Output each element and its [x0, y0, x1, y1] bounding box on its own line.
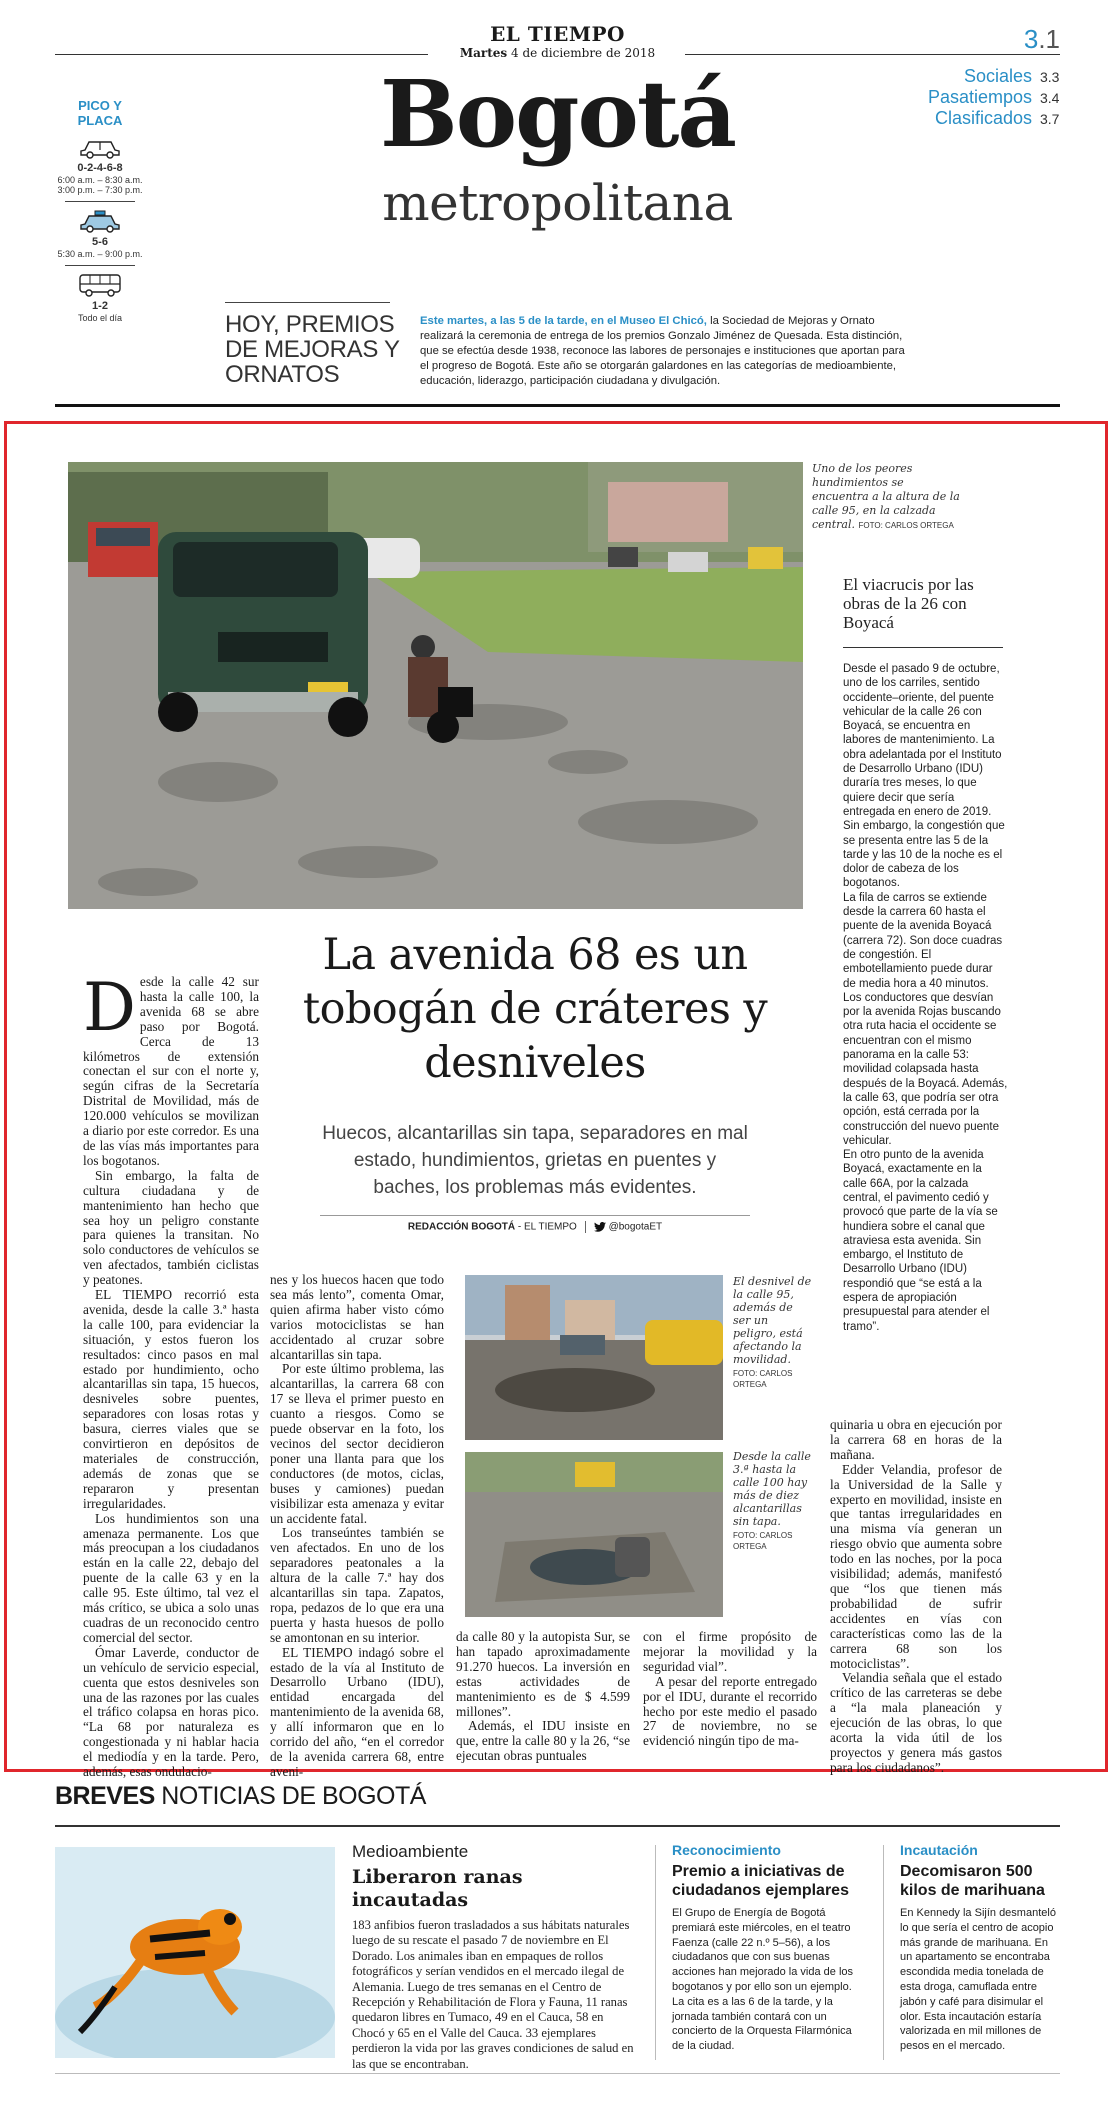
- brief-body: El Grupo de Energía de Bogotá premiará este miércoles, en el teatro Faenza (calle 22 n.º 5–56), a los ciudadanos que con sus buenas acciones han mejorado la vida de los bogotanos y por ello son un ejemplo. La cita es a las 6 de la tarde, y la jornada también contará con un concierto de la Orquesta Filarmónica de la ciudad.: [672, 1907, 854, 2053]
- date-day: Martes: [459, 46, 508, 60]
- divider: [685, 54, 1060, 55]
- pyp-block-bus: [55, 272, 145, 323]
- street-photo-alcantarilla: [465, 1452, 723, 1617]
- hours-bus: Todo el día: [77, 313, 123, 323]
- brief-title: Liberaron ranas incautadas: [352, 1866, 523, 1911]
- pothole-photo: [465, 1275, 723, 1440]
- car-icon: [77, 134, 123, 160]
- plates-car: 0-2-4-6-8: [77, 162, 123, 174]
- brief-kicker: Incautación: [900, 1842, 978, 1858]
- pico-y-placa-title: PICO Y PLACA: [77, 98, 123, 128]
- sidebar-paragraph: La fila de carros se extiende desde la carrera 60 hasta el puente de la avenida Boyacá (carrera 72). Son doce cuadras de congestión. El embotellamiento puede durar de media hora a 40 minutos. Los conductores que desvían por la avenida Rojas buscando otra ruta hacia el occidente se encuentran con el mismo panorama en la calle 53: movilidad colapsada hasta después de la Boyacá. Además, la calle 63, que podría ser otra opción, está cerrada por la construcción del nuevo puente vehicular.: [843, 891, 1008, 1147]
- article-paragraph: Edder Velandia, profesor de la Universidad de la Salle y experto en movilidad, insiste en que tantas irregularidades en una misma vía generan un riesgo obvio que aumenta sobre todo en las noches, por la poca visibilidad; además, manifestó que “los que tienen más probabilidad de sufrir accidentes en vías con características como las de la carrera 68 son los motociclistas”.: [830, 1461, 1002, 1671]
- article-paragraph: nes y los huecos hacen que todo sea más lento”, comenta Omar, quien afirma haber visto cómo varios motociclistas se han accidentado al cruzar sobre alcantarillas sin tapa.: [270, 1272, 444, 1362]
- article-paragraph: quinaria u obra en ejecución por la carrera 68 en horas de la mañana.: [830, 1417, 1002, 1462]
- drop-cap: D: [83, 969, 136, 1046]
- divider: [320, 1215, 750, 1216]
- brief-marihuana: [900, 1842, 1060, 2054]
- article-column-2: [270, 1273, 444, 1780]
- pico-y-placa: [55, 98, 145, 323]
- poison-frog-image: [55, 1847, 335, 2058]
- article-paragraph: Los transeúntes también se ven afectados. En uno de los separadores peatonales a la altura de la calle 7.ª hay dos alcantarillas sin tapa. Zapatos, ropa, pedazos de lo que era una puerta y hasta huesos de pollo se amontonan en su interior.: [270, 1525, 444, 1645]
- breves-header: [55, 1782, 426, 1811]
- road-traffic-photo: [68, 462, 803, 909]
- divider: [843, 647, 1003, 648]
- divider: [225, 302, 390, 303]
- taxi-icon: [77, 208, 123, 234]
- frog-photo: [55, 1847, 335, 2058]
- main-photo-caption: [812, 462, 962, 533]
- main-photo: [68, 462, 803, 909]
- sidebar-title: El viacrucis por las obras de la 26 con Boyacá: [843, 575, 974, 632]
- article-column-1: [83, 969, 259, 1780]
- breves-sublabel: NOTICIAS DE BOGOTÁ: [154, 1782, 426, 1810]
- table-of-contents: [928, 66, 1062, 129]
- page-section: 3: [1023, 24, 1039, 54]
- divider: [55, 404, 1060, 407]
- brief-body: 183 anfibios fueron trasladados a sus hábitats naturales luego de su rescate el pasado 7 de noviembre en El Dorado. Los animales iban en empaques de rollos fotográficos y serían vendidos en el mercado ilegal de Alemania. Luego de tres semanas en el Centro de Recepción y Rehabilitación de Flora y Fauna, 11 ranas quedaron libres en Tumaco, 49 en el Cauca, 58 en Chocó y 65 en el Valle del Cauca. 33 ejemplares perdieron la vida por las graves condiciones de salud en las que se encontraban.: [352, 1918, 634, 2071]
- pyp-block-taxi: [55, 208, 145, 259]
- premio-lead-highlight: Este martes, a las 5 de la tarde, en el Museo El Chicó,: [420, 315, 707, 327]
- newspaper-brand: EL TIEMPO: [490, 22, 625, 46]
- article-column-3: [456, 1630, 630, 1764]
- manhole-photo: [465, 1452, 723, 1617]
- hours-taxi: 5:30 a.m. – 9:00 p.m.: [57, 249, 143, 259]
- divider: [655, 1845, 656, 2060]
- brief-title: Decomisaron 500 kilos de marihuana: [900, 1863, 1045, 1899]
- page-sub: .1: [1038, 24, 1060, 54]
- byline-outlet: - EL TIEMPO: [515, 1221, 577, 1233]
- divider: [55, 2073, 1060, 2074]
- divider: [65, 265, 135, 266]
- article-paragraph: da calle 80 y la autopista Sur, se han tapado aproximadamente 91.270 huecos. La inversión en estas actividades de mantenimiento es de $ 4.599 millones”.: [456, 1629, 630, 1719]
- article-paragraph: Por este último problema, las alcantarillas, la carrera 68 con 17 se lleva el primer puesto en cuanto a riesgos. Como se puede observar en la foto, los vecinos del sector decidieron poner una llanta para que los conductores (de motos, ciclas, buses y camiones) puedan visibilizar esta amenaza y evitar un accidente fatal.: [270, 1361, 444, 1526]
- photo3-caption: [733, 1450, 813, 1552]
- photo2-caption: [733, 1275, 813, 1390]
- caption-text: Desde la calle 3.ª hasta la calle 100 hay más de diez alcantarillas sin tapa.: [733, 1450, 811, 1528]
- sidebar-paragraph: En otro punto de la avenida Boyacá, exactamente en la calle 66A, por la calzada central, el pavimento cedió y provocó que parte de la vía se hundiera sobre el canal que atraviesa esta avenida. Sin embargo, el Instituto de Desarrollo Urbano (IDU) respondió que “se está a la espera de apropiación presupuestal para atender el tramo”.: [843, 1149, 998, 1333]
- divider: [883, 1845, 884, 2060]
- article-paragraph: Además, el IDU insiste en que, entre la calle 80 y la 26, “se ejecutan obras puntuales: [456, 1718, 630, 1764]
- page-number: [1024, 24, 1060, 55]
- article-subhead: Huecos, alcantarillas sin tapa, separadores en mal estado, hundimientos, grietas en puentes y baches, los problemas más evidentes.: [322, 1123, 748, 1198]
- street-photo-calle-95: [465, 1275, 723, 1440]
- article-paragraph: con el firme propósito de mejorar la movilidad y la seguridad vial”.: [643, 1629, 817, 1674]
- byline: [320, 1221, 750, 1233]
- section-subtitle: metropolitana: [382, 174, 733, 232]
- brief-body: En Kennedy la Sijín desmanteló lo que sería el centro de acopio más grande de marihuana. En un apartamento se encontraba escondida media tonelada de esta droga, camuflada entre jabón y café para disimular el olor. Esta incautación estaría valorizada en mil millones de pesos en el mercado.: [900, 1907, 1056, 2053]
- pyp-block-car: [55, 134, 145, 195]
- date-rest: 4 de diciembre de 2018: [511, 46, 656, 60]
- article-paragraph: EL TIEMPO indagó sobre el estado de la vía al Instituto de Desarrollo Urbano (IDU), entidad encargada del mantenimiento de la avenida 68, y allí informaron que en lo corrido del año, “en el corredor de la avenida carrera 68, entre aveni-: [270, 1644, 444, 1779]
- plates-taxi: 5-6: [92, 236, 108, 248]
- brief-kicker: Medioambiente: [352, 1842, 469, 1861]
- article-paragraph: Velandia señala que el estado crítico de las carreteras se debe a “la mala planeación y ejecución de las obras, lo que acorta la vida útil de los proyectos y genera más gastos para los ciudadanos”.: [830, 1670, 1002, 1775]
- article-paragraph: Ómar Laverde, conductor de un vehículo de servicio especial, cuenta que estos desniveles son una de las razones por las cuales el tráfico colapsa en horas pico. “La 68 por naturaleza es congestionada y ni hablar hacia el mediodía y en la tarde. Pero, además, esas ondulacio-: [83, 1644, 259, 1780]
- toc-item-pasatiempos[interactable]: Pasatiempos 3.4: [927, 87, 1060, 107]
- article-paragraph: Los hundimientos son una amenaza permanente. Los que más preocupan a los ciudadanos están en la calle 22, debajo del puente de la calle 63 y en la calle 95. Este último, tal vez el más crítico, se ubica a solo unas cuadras de un reconocido centro comercial del sector.: [83, 1510, 259, 1645]
- brief-ranas: [352, 1842, 637, 2072]
- caption-text: Uno de los peores hundimientos se encuentra a la altura de la calle 95, en la calzada central.: [812, 462, 960, 531]
- plates-bus: 1-2: [92, 300, 108, 312]
- divider: [55, 54, 428, 55]
- article-paragraph: esde la calle 42 sur hasta la calle 100, la avenida 68 se abre paso por Bogotá. Cerca de 13 kilómetros de extensión conectan el sur con el norte y, según cifras de la Secretaría Distrital de Movilidad, más de 120.000 vehículos se movilizan a diario por este corredor. Es una de las vías más importantes para los bogotanos.: [83, 974, 259, 1168]
- breves-label: BREVES: [55, 1782, 155, 1810]
- photo-credit: FOTO: CARLOS ORTEGA: [733, 1369, 793, 1389]
- premio-lead-rest: la Sociedad de Mejoras y Ornato realizará la ceremonia de entrega de los premios Gonzalo Jiménez de Quesada. Esta distinción, que se efectúa desde 1938, reconoce las labores de personajes e instituciones que aportan para el progreso de Bogotá. Este año se otorgarán galardones en las categorías de medioambiente, educación, liderazgo, participación ciudadana y divulgación.: [420, 315, 905, 387]
- article-column-4: [643, 1630, 817, 1749]
- brief-kicker: Reconocimiento: [672, 1842, 781, 1858]
- premio-title: HOY, PREMIOS DE MEJORAS Y ORNATOS: [225, 311, 400, 388]
- twitter-icon: [594, 1222, 606, 1232]
- byline-author: REDACCIÓN BOGOTÁ: [407, 1221, 516, 1233]
- article-paragraph: EL TIEMPO recorrió esta avenida, desde la calle 3.ª hasta la calle 100, para evidenciar la situación, y estos fueron los resultados: cinco pasos en mal estado por hundimiento, ocho alcantarillas sin tapa, 15 huecos, desniveles sobre puentes, separadores con losas rotas y basura, cierres viales que se convirtieron en depósitos de materiales de construcción, además de zonas que se repararon y presentan irregularidades.: [83, 1287, 259, 1511]
- premio-text: [420, 314, 910, 389]
- article-paragraph: A pesar del reporte entregado por el IDU, durante el recorrido hecho por este medio el pasado 27 de noviembre, no se evidenció ningún tipo de ma-: [643, 1673, 817, 1749]
- twitter-handle[interactable]: @bogotaET: [608, 1221, 663, 1233]
- divider: [585, 1221, 586, 1233]
- sidebar-body: [843, 662, 1008, 1334]
- article-paragraph: Sin embargo, la falta de cultura ciudadana y de mantenimiento han hecho que sea hoy un peligro constante para quienes la transitan. No solo conductores de vehículos se ven afectados, también ciclistas y peatones.: [83, 1167, 259, 1288]
- section-title: Bogotá: [380, 60, 735, 168]
- toc-item-clasificados[interactable]: Clasificados 3.7: [934, 108, 1060, 128]
- photo-credit: FOTO: CARLOS ORTEGA: [858, 521, 954, 530]
- divider: [65, 201, 135, 202]
- issue-date: [430, 46, 685, 60]
- caption-text: El desnivel de la calle 95, además de ser un peligro, está afectando la movilidad.: [733, 1275, 812, 1366]
- sidebar-paragraph: Desde el pasado 9 de octubre, uno de los carriles, sentido occidente–oriente, del puente vehicular de la calle 26 con Boyacá, se encuentra en labores de mantenimiento. La obra adelantada por el Instituto de Desarrollo Urbano (IDU) duraría tres meses, lo que quiere decir que sería entregada en enero de 2019. Sin embargo, la congestión que se presenta entre las 5 de la tarde y las 10 de la noche es el dolor de cabeza de los bogotanos.: [843, 663, 1005, 890]
- hours-car-pm: 3:00 p.m. – 7:30 p.m.: [57, 185, 143, 195]
- article-column-5: [830, 1418, 1002, 1776]
- photo-credit: FOTO: CARLOS ORTEGA: [733, 1531, 793, 1551]
- divider: [55, 1825, 1060, 1827]
- bus-icon: [77, 272, 123, 298]
- article-headline: La avenida 68 es un tobogán de cráteres y desniveles: [302, 930, 768, 1088]
- brief-title: Premio a iniciativas de ciudadanos ejemplares: [672, 1863, 849, 1899]
- toc-item-sociales[interactable]: Sociales 3.3: [963, 66, 1060, 86]
- brief-premio: [672, 1842, 867, 2054]
- hours-car-am: 6:00 a.m. – 8:30 a.m.: [57, 175, 143, 185]
